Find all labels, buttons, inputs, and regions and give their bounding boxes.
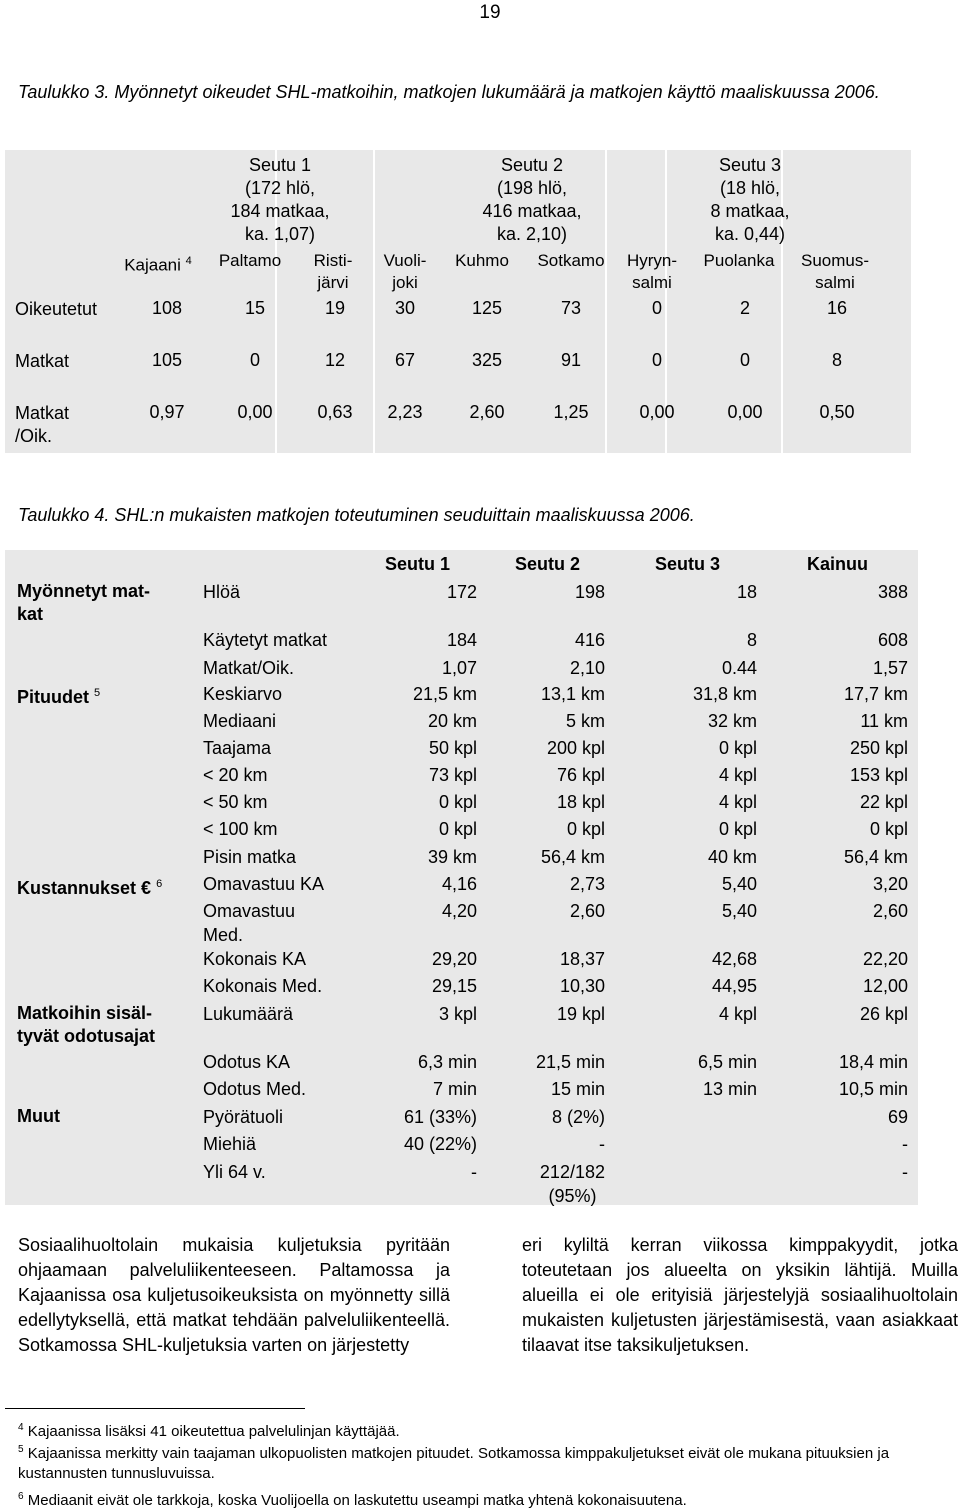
table4-cell: 22 kpl bbox=[859, 792, 908, 812]
table4-cell: 18,4 min bbox=[838, 1052, 908, 1072]
table3-row-label: Matkat bbox=[15, 351, 70, 371]
table3-seutu1-header: Seutu 1 (172 hlö, 184 matkaa, ka. 1,07) bbox=[230, 155, 330, 244]
table4-row-label: < 100 km bbox=[203, 819, 278, 839]
table3-col-paltamo: Paltamo bbox=[218, 251, 282, 270]
table4-cell: 10,5 min bbox=[838, 1079, 908, 1099]
table4-row-label: Taajama bbox=[203, 738, 272, 758]
table3-cell: 0 bbox=[249, 350, 261, 370]
table3-col-ristijarvi: Risti- järvi bbox=[313, 251, 353, 292]
page-number: 19 bbox=[479, 2, 501, 23]
table4-cell: 73 kpl bbox=[428, 765, 477, 785]
table4-cell: 18 bbox=[736, 582, 757, 602]
table4-cell: 153 kpl bbox=[849, 765, 908, 785]
table4-cell: 4 kpl bbox=[718, 792, 757, 812]
table4-header-kainuu: Kainuu bbox=[807, 554, 868, 574]
table3-cell: 67 bbox=[394, 350, 416, 370]
table4-row-label: Kokonais KA bbox=[203, 949, 307, 969]
table4-cell: 416 bbox=[574, 630, 605, 650]
table4-cell: 56,4 km bbox=[843, 847, 908, 867]
table4-row bbox=[5, 580, 918, 607]
table4-cell: 4,20 bbox=[441, 901, 477, 921]
table4-group-myonnetyt: Myönnetyt mat- kat bbox=[17, 581, 151, 624]
table4-row-label: Pisin matka bbox=[203, 847, 297, 867]
table4-cell: 69 bbox=[887, 1107, 908, 1127]
table4-cell: 42,68 bbox=[711, 949, 757, 969]
table4-cell: 56,4 km bbox=[540, 847, 605, 867]
footnote-6: $^6$ Mediaanit eivät ole tarkkoja, koska Vuolijoella on laskutettu useampi matka yhtenä kokonaisuutena. bbox=[18, 1491, 687, 1509]
table4-cell: 198 bbox=[574, 582, 605, 602]
table4-cell: 250 kpl bbox=[849, 738, 908, 758]
table4-row-label: Lukumäärä bbox=[203, 1004, 294, 1024]
table3-caption: Taulukko 3. Myönnetyt oikeudet SHL-matkoihin, matkojen lukumäärä ja matkojen käyttö maaliskuussa 2006. bbox=[18, 82, 880, 102]
table3-cell: 108 bbox=[151, 298, 183, 318]
table4-cell: 13,1 km bbox=[540, 684, 605, 704]
table4-header-seutu1: Seutu 1 bbox=[385, 554, 451, 574]
table4-row bbox=[5, 1105, 918, 1132]
table4-row-label: < 20 km bbox=[203, 765, 268, 785]
table4-cell: 608 bbox=[877, 630, 908, 650]
table4-group-pituudet: Pituudet $^5$ bbox=[17, 687, 101, 707]
table4-cell: 15 min bbox=[550, 1079, 605, 1099]
table3-seutu2-header: Seutu 2 (198 hlö, 416 matkaa, ka. 2,10) bbox=[482, 155, 582, 244]
table3-col-sotkamo: Sotkamo bbox=[537, 251, 605, 270]
table3-cell: 12 bbox=[324, 350, 346, 370]
table4-cell: 18 kpl bbox=[556, 792, 605, 812]
table3-cell: 0 bbox=[651, 298, 663, 318]
footnote-5: $^5$ Kajaanissa merkitty vain taajaman ulkopuolisten matkojen pituudet. Sotkamossa kimppakuljetukset eivät ole mukana pituuksien ja kustannusten tunnusluvuissa. bbox=[18, 1444, 890, 1482]
table4-cell: 19 kpl bbox=[556, 1004, 605, 1024]
table4-row-label: Pyörätuoli bbox=[203, 1107, 284, 1127]
table4-group-muut: Muut bbox=[17, 1106, 60, 1126]
table3-cell: 2 bbox=[739, 298, 751, 318]
table4-cell: 2,60 bbox=[569, 901, 605, 921]
table4-header-seutu2: Seutu 2 bbox=[515, 554, 581, 574]
table3-col-kajaani: Kajaani $^4$ bbox=[124, 255, 192, 275]
table4-cell: 29,20 bbox=[431, 949, 477, 969]
table4-row-label: Käytetyt matkat bbox=[203, 630, 328, 650]
table3-cell: 0,50 bbox=[819, 402, 855, 422]
table4-cell: 0 kpl bbox=[438, 819, 477, 839]
table3-col-puolanka: Puolanka bbox=[703, 251, 775, 270]
table3-cell: 15 bbox=[244, 298, 266, 318]
table4-row-label: Kokonais Med. bbox=[203, 976, 323, 996]
table4-cell: 7 min bbox=[432, 1079, 477, 1099]
table4-cell: 22,20 bbox=[862, 949, 908, 969]
table4-row bbox=[5, 947, 918, 974]
table4-row bbox=[5, 872, 918, 899]
table3-cell: 2,23 bbox=[387, 402, 423, 422]
table4-group-kustannukset: Kustannukset € $^6$ bbox=[17, 878, 163, 898]
table4-cell: 3 kpl bbox=[438, 1004, 477, 1024]
table4-cell: 4 kpl bbox=[718, 1004, 757, 1024]
table4-row-label: Yli 64 v. bbox=[203, 1162, 266, 1182]
table4-header-seutu3: Seutu 3 bbox=[655, 554, 721, 574]
table3-cell: 2,60 bbox=[469, 402, 505, 422]
table4-cell: 1,57 bbox=[872, 658, 908, 678]
table3-cell: 16 bbox=[826, 298, 848, 318]
table4-cell: 12,00 bbox=[862, 976, 908, 996]
table4-cell: 13 min bbox=[702, 1079, 757, 1099]
table3-cell: 0 bbox=[739, 350, 751, 370]
table3-col-kuhmo: Kuhmo bbox=[455, 251, 509, 270]
footnote-4: $^4$ Kajaanissa lisäksi 41 oikeutettua palvelulinjan käyttäjää. bbox=[18, 1422, 400, 1440]
table4-cell: 29,15 bbox=[431, 976, 477, 996]
table4-cell: 20 km bbox=[427, 711, 477, 731]
table4-row bbox=[5, 1132, 918, 1159]
table4-cell: 3,20 bbox=[872, 874, 908, 894]
table4-row-label: Odotus Med. bbox=[203, 1079, 307, 1099]
table3-cell: 8 bbox=[831, 350, 843, 370]
table4-cell: 11 km bbox=[860, 711, 908, 731]
table4-cell: 21,5 min bbox=[535, 1052, 605, 1072]
table3-seutu3-header: Seutu 3 (18 hlö, 8 matkaa, ka. 0,44) bbox=[710, 155, 790, 244]
table4-cell: 0 kpl bbox=[566, 819, 605, 839]
table4-row bbox=[5, 790, 918, 817]
table4-cell: 17,7 km bbox=[843, 684, 908, 704]
table4-caption: Taulukko 4. SHL:n mukaisten matkojen toteutuminen seuduittain maaliskuussa 2006. bbox=[18, 505, 695, 525]
table4-row-label: < 50 km bbox=[203, 792, 268, 812]
table4-cell: 18,37 bbox=[559, 949, 605, 969]
table4-cell: 6,5 min bbox=[697, 1052, 757, 1072]
footnote-divider bbox=[5, 1408, 305, 1409]
table4-cell: 2,60 bbox=[872, 901, 908, 921]
table4-cell: - bbox=[471, 1162, 477, 1182]
table4-row bbox=[5, 1077, 918, 1104]
table4-row bbox=[5, 899, 918, 945]
table4-row bbox=[5, 974, 918, 1001]
table4-cell: 44,95 bbox=[711, 976, 757, 996]
table3-cell: 1,25 bbox=[553, 402, 589, 422]
table4-cell: 32 km bbox=[707, 711, 757, 731]
table4-cell: 4 kpl bbox=[718, 765, 757, 785]
table4-cell: 40 km bbox=[707, 847, 757, 867]
table3-cell: 125 bbox=[471, 298, 503, 318]
table4-row bbox=[5, 1002, 918, 1029]
table4-row bbox=[5, 628, 918, 655]
table4-cell: 0 kpl bbox=[438, 792, 477, 812]
table4-cell: 0 kpl bbox=[718, 738, 757, 758]
table4-cell: 76 kpl bbox=[556, 765, 605, 785]
table4-cell: 4,16 bbox=[441, 874, 477, 894]
table3-cell: 0,63 bbox=[317, 402, 353, 422]
table4-cell: 6,3 min bbox=[417, 1052, 477, 1072]
table4-row bbox=[5, 1050, 918, 1077]
table4-cell: 2,10 bbox=[569, 658, 605, 678]
table4-row bbox=[5, 682, 918, 709]
table4-row-label: Omavastuu KA bbox=[203, 874, 325, 894]
table4-row-label: Matkat/Oik. bbox=[203, 658, 295, 678]
table3 bbox=[5, 150, 911, 453]
table4-row bbox=[5, 817, 918, 844]
table3-col-hyrynsalmi: Hyryn- salmi bbox=[626, 251, 678, 292]
table3-cell: 0 bbox=[651, 350, 663, 370]
table4-cell: - bbox=[599, 1134, 605, 1154]
table4-cell: 0.44 bbox=[721, 658, 757, 678]
table4-cell: 0 kpl bbox=[869, 819, 908, 839]
table4-cell: 26 kpl bbox=[859, 1004, 908, 1024]
table3-cell: 0,00 bbox=[639, 402, 675, 422]
table3-cell: 19 bbox=[324, 298, 346, 318]
table4-cell: 5 km bbox=[565, 711, 605, 731]
body-text-left: Sosiaalihuoltolain mukaisia kuljetuksia pyritään ohjaamaan palveluliikenteeseen. Paltamossa ja Kajaanissa osa kuljetusoikeuksista on myönnetty sillä edellytyksellä, että matkat tehdään palveluliikenteellä. Sotkamossa SHL-kuljetuksia varten on järjestetty bbox=[18, 1235, 450, 1355]
table4-cell: 200 kpl bbox=[546, 738, 605, 758]
table4-row-label: Omavastuu Med. bbox=[203, 901, 296, 945]
table4-row bbox=[5, 736, 918, 763]
table3-cell: 0,00 bbox=[237, 402, 273, 422]
table3-cell: 105 bbox=[151, 350, 183, 370]
table4-cell: 61 (33%) bbox=[403, 1107, 477, 1127]
table4-row bbox=[5, 709, 918, 736]
table4-cell: 0 kpl bbox=[718, 819, 757, 839]
table4-cell: 212/182 (95%) bbox=[539, 1162, 605, 1206]
table4-cell: 388 bbox=[877, 582, 908, 602]
table4-cell: 50 kpl bbox=[428, 738, 477, 758]
table3-cell: 30 bbox=[394, 298, 416, 318]
table4-row bbox=[5, 656, 918, 683]
table4-cell: 40 (22%) bbox=[403, 1134, 477, 1154]
table4 bbox=[5, 550, 918, 1205]
table4-cell: 184 bbox=[446, 630, 477, 650]
table4-row-label: Odotus KA bbox=[203, 1052, 291, 1072]
table3-row-label: Matkat /Oik. bbox=[15, 403, 70, 446]
table4-cell: 8 (2%) bbox=[551, 1107, 605, 1127]
table4-cell: 31,8 km bbox=[692, 684, 757, 704]
table4-cell: 5,40 bbox=[721, 874, 757, 894]
table4-group-odotusajat: Matkoihin sisäl- tyvät odotusajat bbox=[17, 1003, 156, 1046]
table4-cell: - bbox=[902, 1134, 908, 1154]
table4-cell: 39 km bbox=[427, 847, 477, 867]
table4-cell: 5,40 bbox=[721, 901, 757, 921]
table4-cell: 172 bbox=[446, 582, 477, 602]
body-text-right: eri kyliltä kerran viikossa kimppakyydit, jotka toteutetaan jos alueelta on yksikin lähtijä. Muilla alueilla ei ole erityisiä järjestelyjä sosiaalihuoltolain mukaisten kuljetusten järjestämisestä, vaan asiakkaat tilaavat itse taksikuljetuksen. bbox=[522, 1235, 958, 1355]
table3-cell: 91 bbox=[560, 350, 582, 370]
table4-row-label: Hlöä bbox=[203, 582, 241, 602]
table3-row-label: Oikeutetut bbox=[15, 299, 98, 319]
table4-cell: 21,5 km bbox=[412, 684, 477, 704]
table4-cell: 10,30 bbox=[559, 976, 605, 996]
table4-row bbox=[5, 763, 918, 790]
table4-row-label: Keskiarvo bbox=[203, 684, 283, 704]
table3-cell: 0,00 bbox=[727, 402, 763, 422]
table4-cell: 8 bbox=[746, 630, 757, 650]
table4-cell: - bbox=[902, 1162, 908, 1182]
table4-row bbox=[5, 845, 918, 872]
table3-col-vuolijoki: Vuoli- joki bbox=[383, 251, 427, 292]
table4-cell: 2,73 bbox=[569, 874, 605, 894]
table4-row-label: Miehiä bbox=[203, 1134, 257, 1154]
table4-row bbox=[5, 1160, 918, 1206]
table3-col-suomussalmi: Suomus- salmi bbox=[800, 251, 870, 292]
table4-cell: 1,07 bbox=[441, 658, 477, 678]
table3-cell: 325 bbox=[471, 350, 503, 370]
table4-row-label: Mediaani bbox=[203, 711, 277, 731]
table3-cell: 73 bbox=[560, 298, 582, 318]
table3-cell: 0,97 bbox=[149, 402, 185, 422]
